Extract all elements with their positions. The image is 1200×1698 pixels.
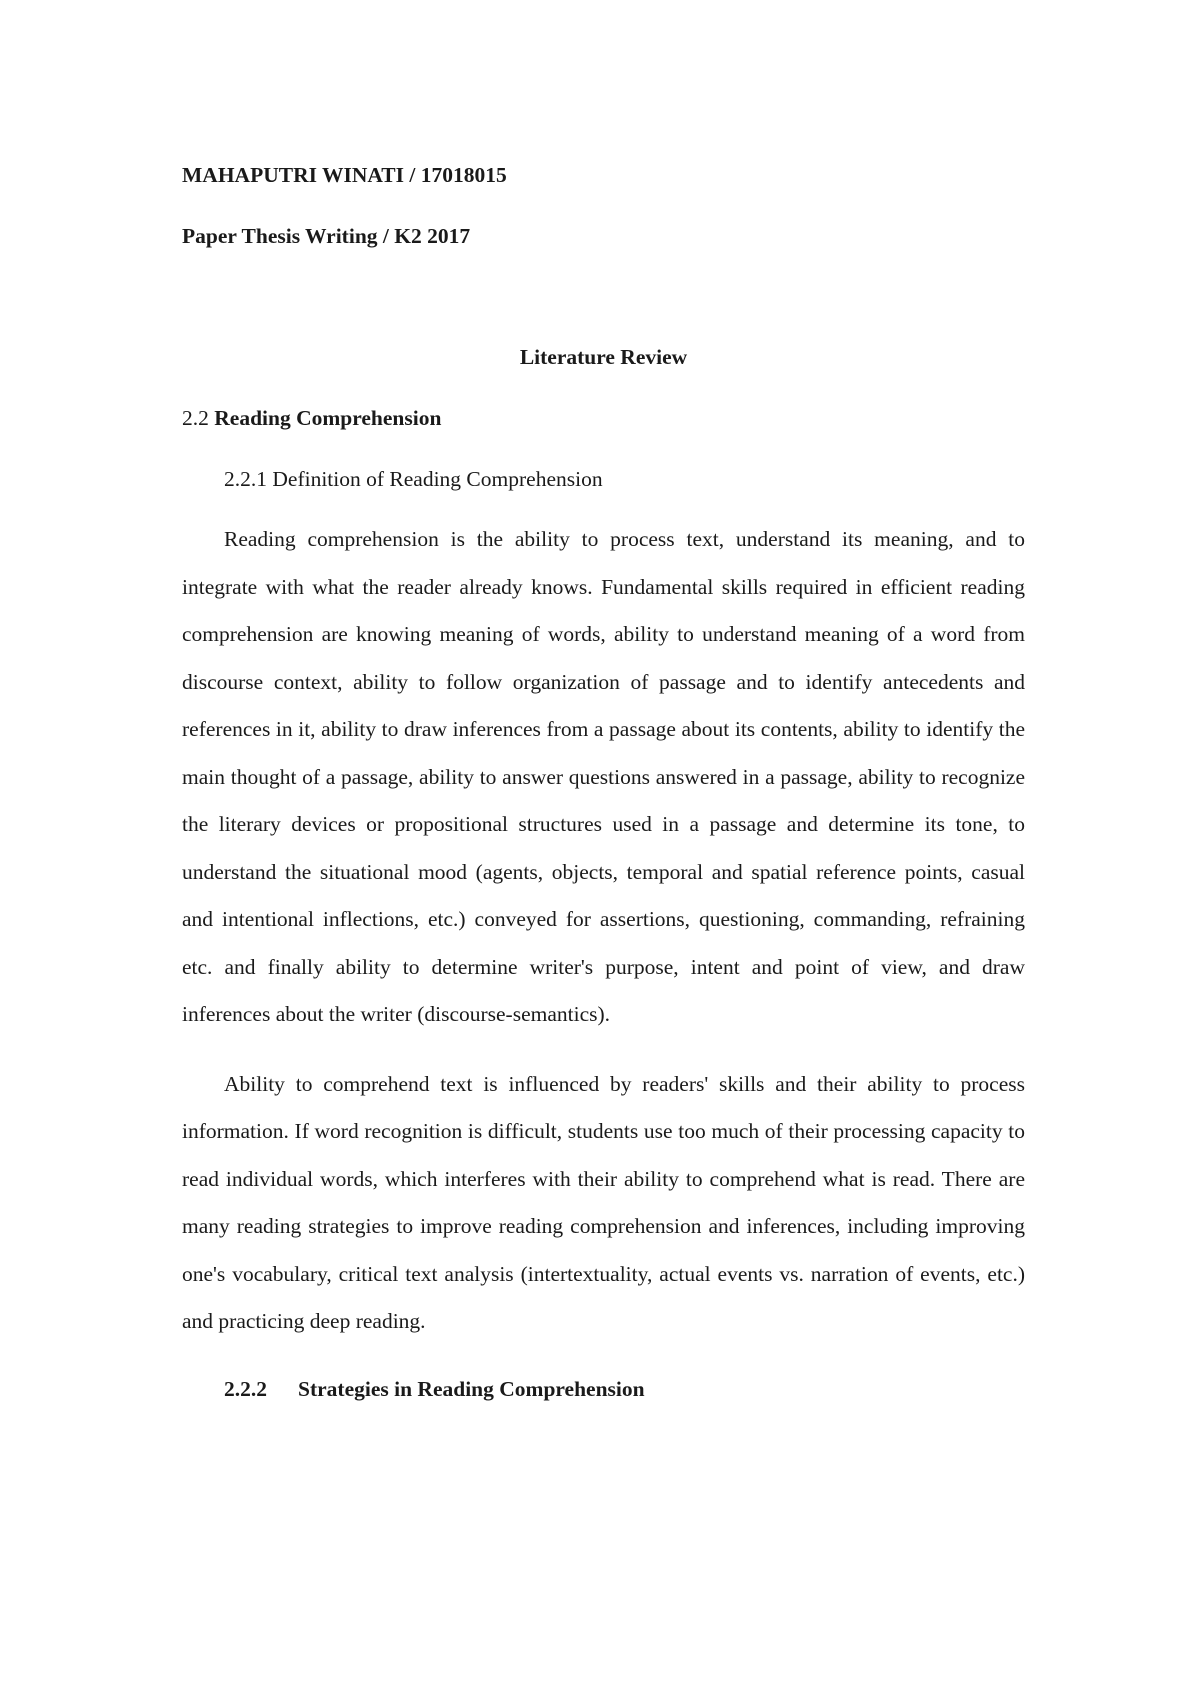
subsection-title: Strategies in Reading Comprehension xyxy=(298,1376,645,1401)
section-number: 2.2 xyxy=(182,406,209,430)
author-line: MAHAPUTRI WINATI / 17018015 xyxy=(182,163,507,187)
page-title: Literature Review xyxy=(519,345,688,369)
subsection-number: 2.2.2 xyxy=(224,1376,267,1401)
course-line: Paper Thesis Writing / K2 2017 xyxy=(182,224,471,248)
subsection-heading-definition: 2.2.1 Definition of Reading Comprehension xyxy=(224,467,603,491)
paragraph-ability: Ability to comprehend text is influenced by readers' skills and their ability to process information. If word recognition is difficult, students use too much of their processing capacity to read individual words, which interferes with their ability to comprehend what is read. There are many reading strategies to improve reading comprehension and inferences, including improving one's vocabulary, critical text analysis (intertextuality, actual events vs. narration of events, etc.) and practicing deep reading. xyxy=(182,1071,1025,1333)
section-title: Reading Comprehension xyxy=(214,406,442,430)
paragraph-definition: Reading comprehension is the ability to process text, understand its meaning, and to integrate with what the reader already knows. Fundamental skills required in efficient reading comprehension are knowing meaning of words, ability to understand meaning of a word from discourse context, ability to follow organization of passage and to identify antecedents and references in it, ability to draw inferences from a passage about its contents, ability to identify the main thought of a passage, ability to answer questions answered in a passage, ability to recognize the literary devices or propositional structures used in a passage and determine its tone, to understand the situational mood (agents, objects, temporal and spatial reference points, casual and intentional inflections, etc.) conveyed for assertions, questioning, commanding, refraining etc. and finally ability to determine writer's purpose, intent and point of view, and draw inferences about the writer (discourse-semantics). xyxy=(182,527,1025,1026)
document-body xyxy=(182,160,1025,1404)
section-heading xyxy=(182,403,1025,433)
subsection-heading-strategies xyxy=(182,1374,1025,1404)
